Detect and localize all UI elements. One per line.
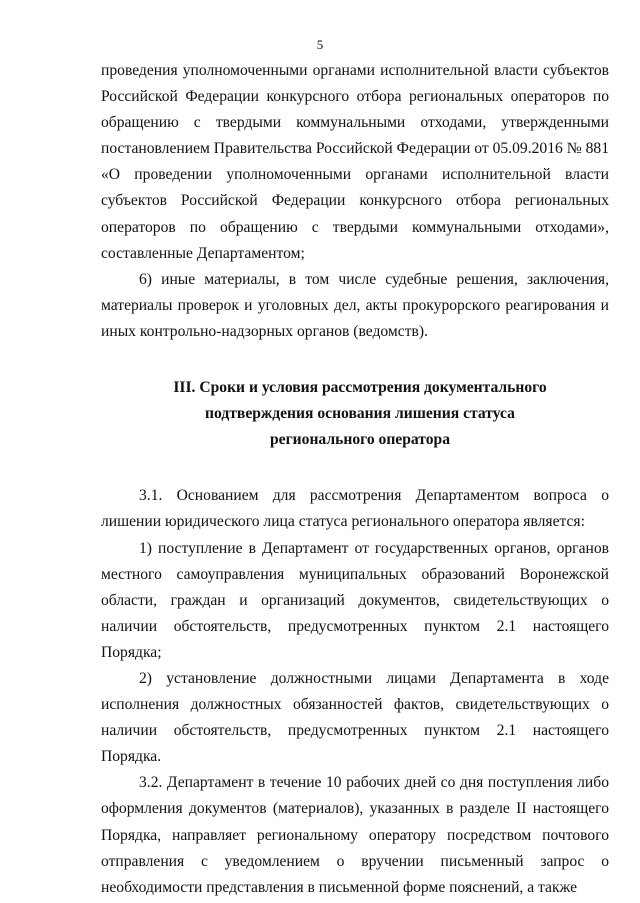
page-number: 5 [316,37,324,52]
section-heading [101,375,609,453]
paragraph-3-2: 3.2. Департамент в течение 10 рабочих дней со дня поступления либо оформления документов (материалов), указанных в разделе II настоящего Порядка, направляет региональному оператору посредством почтового отправления с уведомлением о вручении письменный запрос о необходимости представления в письменной форме пояснений, а также [101,774,609,896]
document-body [101,58,609,901]
paragraph-continuation: проведения уполномоченными органами исполнительной власти субъектов Российской Федерации конкурсного отбора региональных операторов по обращению с твердыми коммунальными отходами, утвержденными постановлением Правительства Российской Федерации от 05.09.2016 № 881 «О проведении уполномоченными органами исполнительной власти субъектов Российской Федерации конкурсного отбора региональных операторов по обращению с твердыми коммунальными отходами», составленные Департаментом; [101,62,609,262]
paragraph-item-6: 6) иные материалы, в том числе судебные решения, заключения, материалы проверок и уголовных дел, акты прокурорского реагирования и иных контрольно-надзорных органов (ведомств). [101,270,609,340]
paragraph-3-1-item-1: 1) поступление в Департамент от государственных органов, органов местного самоуправления муниципальных образований Воронежской области, граждан и организаций документов, свидетельствующих о наличии обстоятельств, предусмотренных пунктом 2.1 настоящего Порядка; [101,539,609,661]
section-heading-line-1: III. Сроки и условия рассмотрения документального [173,379,547,397]
paragraph-3-1-item-2: 2) установление должностными лицами Департамента в ходе исполнения должностных обязанностей фактов, свидетельствующих о наличии обстоятельств, предусмотренных пунктом 2.1 настоящего Порядка. [101,669,609,766]
section-heading-line-2: подтверждения основания лишения статуса [205,405,515,423]
section-heading-line-3: регионального оператора [269,431,451,449]
paragraph-3-1: 3.1. Основанием для рассмотрения Департаментом вопроса о лишении юридического лица статуса регионального оператора является: [101,487,609,531]
